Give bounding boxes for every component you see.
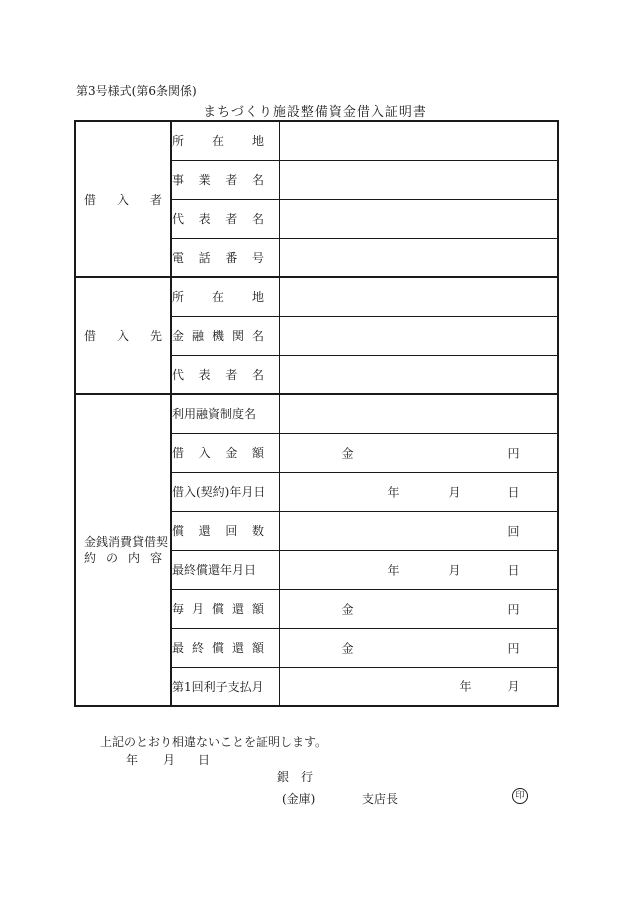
form-number: 第3号様式(第6条関係) <box>76 84 197 98</box>
count-unit: 回 <box>507 524 520 538</box>
lender-institution-field[interactable] <box>279 316 558 355</box>
monthly-repayment-label: 毎 月 償 還 額 <box>171 589 279 628</box>
loan-program-label: 利用融資制度名 <box>171 394 279 433</box>
loan-contract-date-label: 借入(契約)年月日 <box>171 472 279 511</box>
document-title: まちづくり施設整備資金借入証明書 <box>203 105 427 120</box>
first-interest-month-field[interactable] <box>279 667 558 706</box>
loan-amount-label: 借 入 金 額 <box>171 433 279 472</box>
loan-program-row <box>75 394 558 433</box>
certification-statement: 上記のとおり相違ないことを証明します。 <box>100 735 328 749</box>
first-interest-month-label: 第1回利子支払月 <box>171 667 279 706</box>
loan-group-label: 金銭消費貸借契 約 の 内 容 <box>75 394 171 706</box>
final-repayment-amount-label: 最 終 償 還 額 <box>171 628 279 667</box>
certificate-table <box>74 120 559 707</box>
borrower-company-field[interactable] <box>279 160 558 199</box>
borrower-group-char: 者 <box>149 192 162 207</box>
borrower-company-label: 事 業 者 名 <box>171 160 279 199</box>
year-unit: 年 <box>459 679 472 694</box>
loan-contract-date-field[interactable] <box>279 472 558 511</box>
yen-prefix: 金 <box>341 446 354 460</box>
issue-date-year-unit: 年 <box>126 753 139 767</box>
credit-union-label: (金庫) <box>282 792 316 806</box>
borrower-address-field[interactable] <box>279 121 558 160</box>
issue-date-month-unit: 月 <box>163 753 176 767</box>
lender-address-row <box>75 277 558 316</box>
final-repayment-date-label: 最終償還年月日 <box>171 550 279 589</box>
month-unit: 月 <box>448 563 461 577</box>
borrower-phone-field[interactable] <box>279 238 558 277</box>
lender-representative-label: 代 表 者 名 <box>171 355 279 394</box>
yen-prefix: 金 <box>341 602 354 616</box>
seal-icon: 印 <box>512 788 528 804</box>
lender-address-label: 所 在 地 <box>171 277 279 316</box>
yen-unit: 円 <box>507 602 520 616</box>
borrower-phone-label: 電 話 番 号 <box>171 238 279 277</box>
borrower-representative-label: 代 表 者 名 <box>171 199 279 238</box>
year-unit: 年 <box>387 563 400 577</box>
bank-label: 銀 行 <box>277 770 314 784</box>
day-unit: 日 <box>507 563 520 577</box>
year-unit: 年 <box>387 485 400 499</box>
borrower-representative-field[interactable] <box>279 199 558 238</box>
branch-manager-label: 支店長 <box>362 792 399 806</box>
borrower-group-char: 入 <box>116 192 129 207</box>
loan-amount-field[interactable] <box>279 433 558 472</box>
day-unit: 日 <box>507 485 520 499</box>
lender-address-field[interactable] <box>279 277 558 316</box>
month-unit: 月 <box>448 485 461 499</box>
yen-unit: 円 <box>507 446 520 460</box>
repayment-count-field[interactable] <box>279 511 558 550</box>
borrower-address-row <box>75 121 558 160</box>
lender-group-label: 借 入 先 <box>75 277 171 394</box>
borrower-group-label <box>75 121 171 277</box>
loan-group-label-line1: 金銭消費貸借契 <box>84 535 169 549</box>
loan-program-field[interactable] <box>279 394 558 433</box>
yen-prefix: 金 <box>341 641 354 655</box>
final-repayment-date-field[interactable] <box>279 550 558 589</box>
borrower-group-char: 借 <box>84 192 97 207</box>
month-unit: 月 <box>507 679 520 694</box>
monthly-repayment-field[interactable] <box>279 589 558 628</box>
repayment-count-label: 償 還 回 数 <box>171 511 279 550</box>
final-repayment-amount-field[interactable] <box>279 628 558 667</box>
issue-date-day-unit: 日 <box>198 753 211 767</box>
yen-unit: 円 <box>507 641 520 655</box>
lender-institution-label: 金 融 機 関 名 <box>171 316 279 355</box>
borrower-address-label: 所 在 地 <box>171 121 279 160</box>
lender-representative-field[interactable] <box>279 355 558 394</box>
